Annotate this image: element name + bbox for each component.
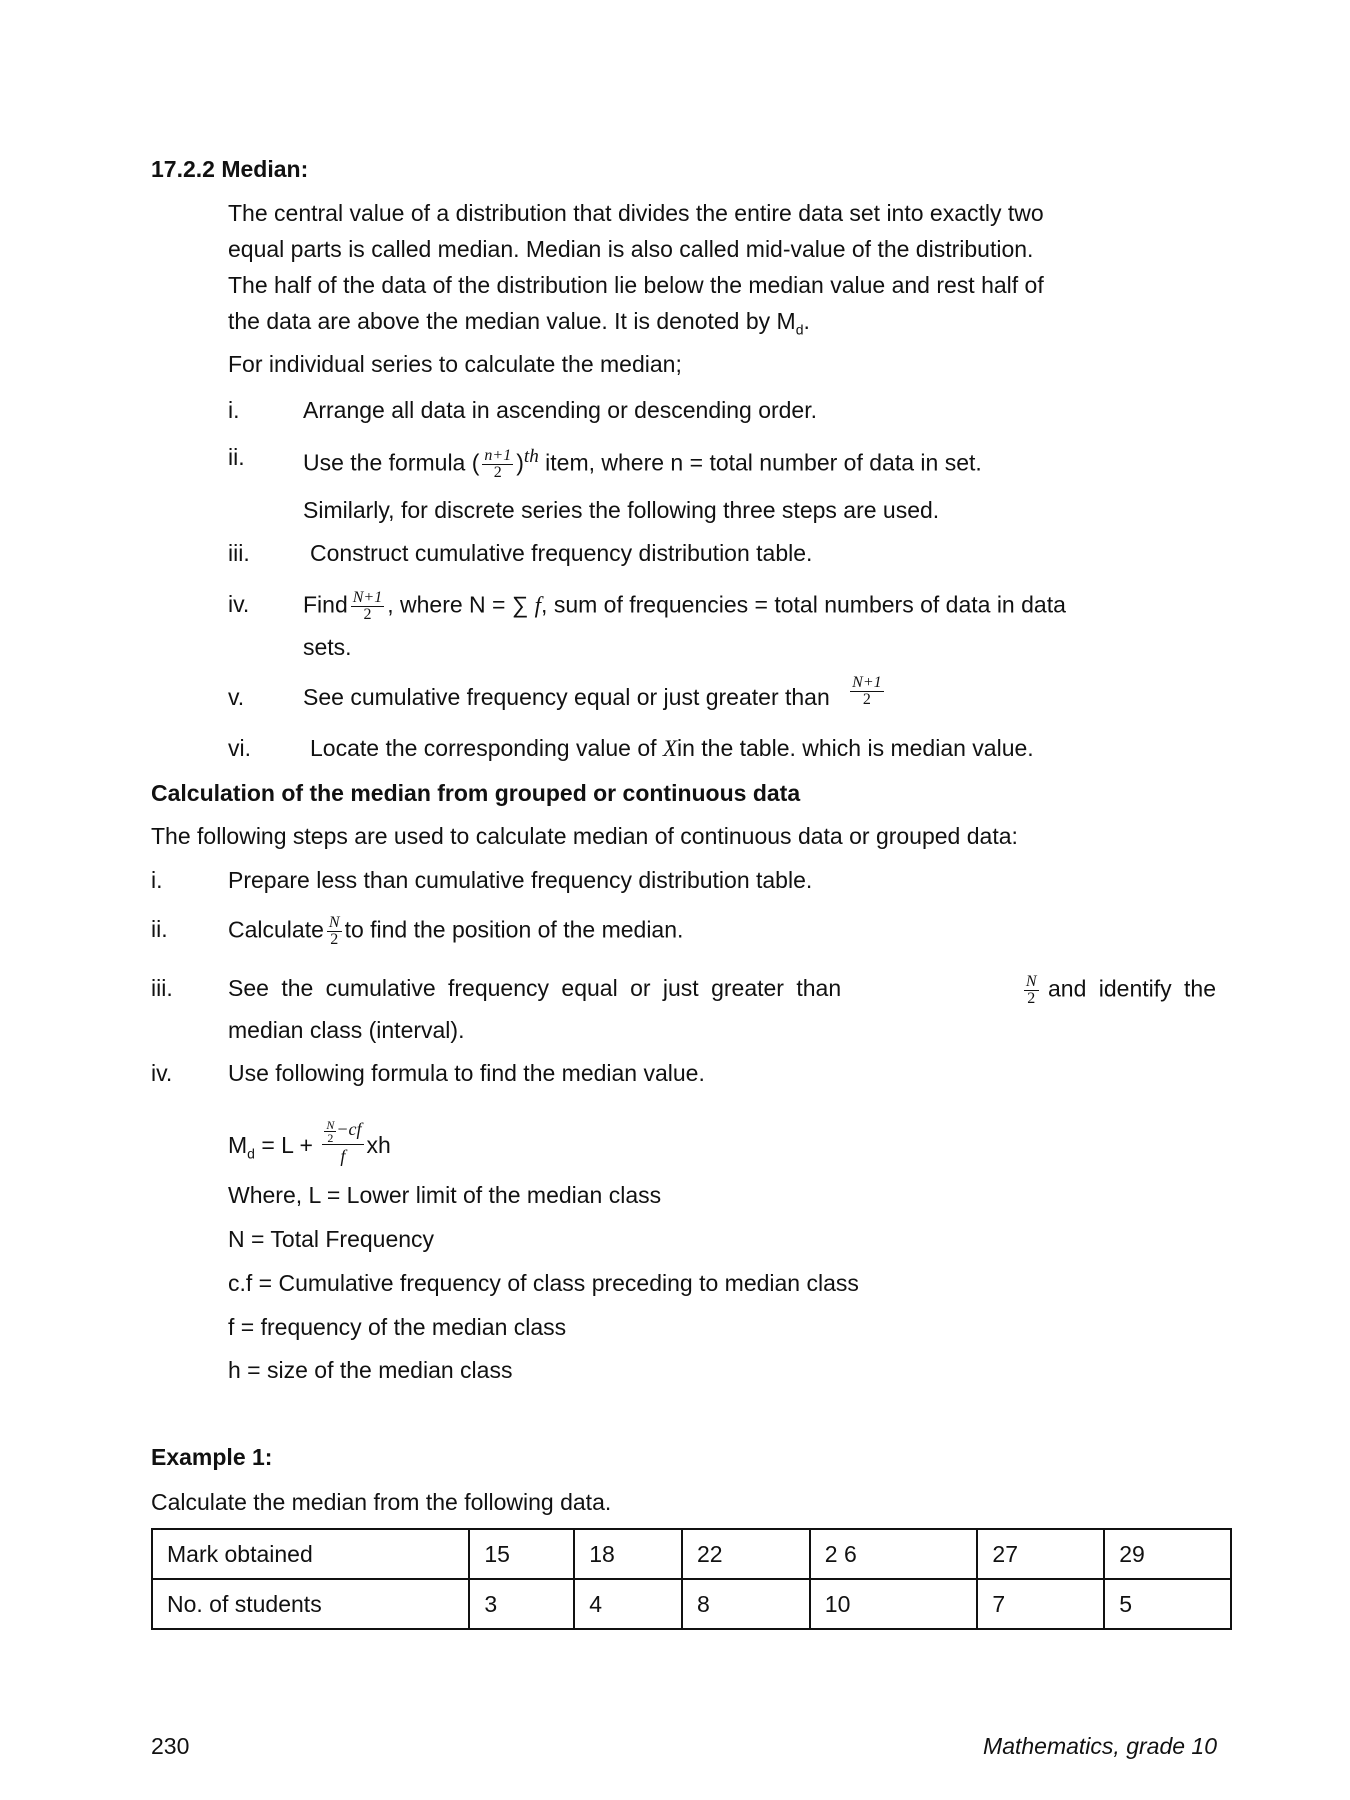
- table-cell: 5: [1104, 1579, 1231, 1629]
- table-cell: No. of students: [152, 1579, 469, 1629]
- x-symbol: X: [662, 736, 677, 761]
- where-line: N = Total Frequency: [228, 1226, 435, 1252]
- text: in the table. which is median value.: [676, 735, 1034, 761]
- denominator: 2: [1027, 990, 1036, 1007]
- denominator: 2: [862, 691, 871, 709]
- fraction: [322, 1119, 363, 1167]
- section-heading: 17.2.2 Median:: [151, 156, 309, 182]
- table-cell: 15: [469, 1529, 574, 1579]
- table-cell: 7: [977, 1579, 1104, 1629]
- superscript: th: [523, 446, 539, 467]
- text: , where N = ∑: [387, 591, 529, 618]
- numerator: N: [1025, 973, 1037, 990]
- step-text: Arrange all data in ascending or descending order.: [303, 397, 818, 423]
- where-line: h = size of the median class: [228, 1357, 513, 1383]
- text: = L +: [254, 1132, 320, 1159]
- step-number: v.: [228, 684, 245, 710]
- table-cell: 3: [469, 1579, 574, 1629]
- step-number: i.: [228, 397, 240, 423]
- intro-line: The half of the data of the distribution lie below the median value and rest half of: [228, 272, 1044, 298]
- step-text: Construct cumulative frequency distribution table.: [310, 540, 813, 566]
- denominator: 2: [330, 931, 339, 948]
- subscript: d: [247, 1145, 255, 1162]
- data-table: [151, 1528, 1232, 1630]
- step-text: [310, 734, 1034, 763]
- text: to find the position of the median.: [344, 916, 684, 943]
- step-text: Prepare less than cumulative frequency distribution table.: [228, 867, 813, 893]
- page-number: 230: [151, 1733, 190, 1759]
- grouped-lead: The following steps are used to calculate median of continuous data or grouped data:: [151, 823, 1018, 849]
- table-row: [152, 1529, 1231, 1579]
- subscript: d: [795, 321, 804, 338]
- step-number: iv.: [228, 591, 250, 617]
- fraction: [850, 675, 883, 708]
- step-text: [303, 674, 887, 711]
- fraction: [482, 448, 513, 481]
- f-symbol: f: [534, 592, 542, 618]
- intro-line: The central value of a distribution that divides the entire data set into exactly two: [228, 200, 1044, 226]
- table-row: [152, 1579, 1231, 1629]
- fraction: [351, 590, 384, 623]
- text: ): [516, 449, 524, 476]
- text: See cumulative frequency equal or just greater than: [303, 684, 830, 710]
- numerator: N: [326, 1118, 335, 1132]
- numerator: N+1: [852, 674, 882, 692]
- table-cell: 2 6: [810, 1529, 978, 1579]
- period: .: [803, 308, 810, 334]
- text: item, where n = total number of data in set.: [538, 449, 982, 476]
- step-number: iv.: [151, 1060, 173, 1086]
- intro-text: the data are above the median value. It is denoted by M: [228, 308, 796, 334]
- fraction: [327, 915, 342, 948]
- text: See the cumulative frequency equal or just greater than: [228, 975, 842, 1001]
- step-number: iii.: [151, 975, 173, 1001]
- intro-line: [228, 307, 810, 344]
- step-text: [303, 443, 982, 481]
- median-formula: [228, 1118, 391, 1168]
- step-number: ii.: [151, 916, 168, 942]
- step-number: vi.: [228, 735, 251, 761]
- text: and identify the: [1047, 975, 1216, 1002]
- table-cell: 4: [574, 1579, 682, 1629]
- numerator: n+1: [484, 447, 512, 465]
- numerator: [322, 1119, 363, 1145]
- where-line: c.f = Cumulative frequency of class preceding to median class: [228, 1270, 859, 1296]
- denominator: f: [340, 1146, 346, 1166]
- denominator: 2: [363, 606, 372, 623]
- table-cell: 10: [810, 1579, 978, 1629]
- step-text: Use following formula to find the median value.: [228, 1060, 705, 1086]
- fraction: [1024, 974, 1039, 1007]
- example-text: Calculate the median from the following data.: [151, 1489, 612, 1515]
- step-number: ii.: [228, 444, 245, 470]
- step-number: iii.: [228, 540, 250, 566]
- step-text: median class (interval).: [228, 1017, 465, 1043]
- text: , sum of frequencies = total numbers of data in data: [541, 591, 1066, 618]
- text: Find: [303, 591, 348, 618]
- table-cell: 22: [682, 1529, 810, 1579]
- text: Locate the corresponding value of: [310, 735, 663, 761]
- grouped-heading: Calculation of the median from grouped or continuous data: [151, 780, 801, 806]
- step-text: [303, 590, 1066, 623]
- denominator: 2: [493, 464, 502, 482]
- numerator: N+1: [352, 589, 383, 606]
- step-text: [228, 915, 683, 948]
- table-cell: 29: [1104, 1529, 1231, 1579]
- example-title: Example 1:: [151, 1444, 273, 1470]
- numerator: N: [328, 914, 340, 931]
- book-title: Mathematics, grade 10: [983, 1733, 1217, 1759]
- table-cell: Mark obtained: [152, 1529, 469, 1579]
- text: Calculate: [228, 916, 324, 943]
- table-cell: 27: [977, 1529, 1104, 1579]
- text: xh: [366, 1132, 391, 1159]
- step-number: i.: [151, 867, 163, 893]
- text: Use the formula (: [303, 449, 480, 476]
- intro-line: equal parts is called median. Median is also called mid-value of the distribution.: [228, 236, 1034, 262]
- where-line: Where, L = Lower limit of the median class: [228, 1182, 662, 1208]
- table-cell: 18: [574, 1529, 682, 1579]
- denominator: 2: [327, 1131, 334, 1145]
- individual-lead: For individual series to calculate the median;: [228, 351, 682, 377]
- fraction: [324, 1119, 336, 1144]
- similarly-text: Similarly, for discrete series the following three steps are used.: [303, 497, 940, 523]
- text: −cf: [336, 1119, 362, 1140]
- step-text: [228, 974, 1216, 1007]
- step-text: sets.: [303, 634, 352, 660]
- where-line: f = frequency of the median class: [228, 1314, 567, 1340]
- text: M: [228, 1132, 248, 1159]
- table-cell: 8: [682, 1579, 810, 1629]
